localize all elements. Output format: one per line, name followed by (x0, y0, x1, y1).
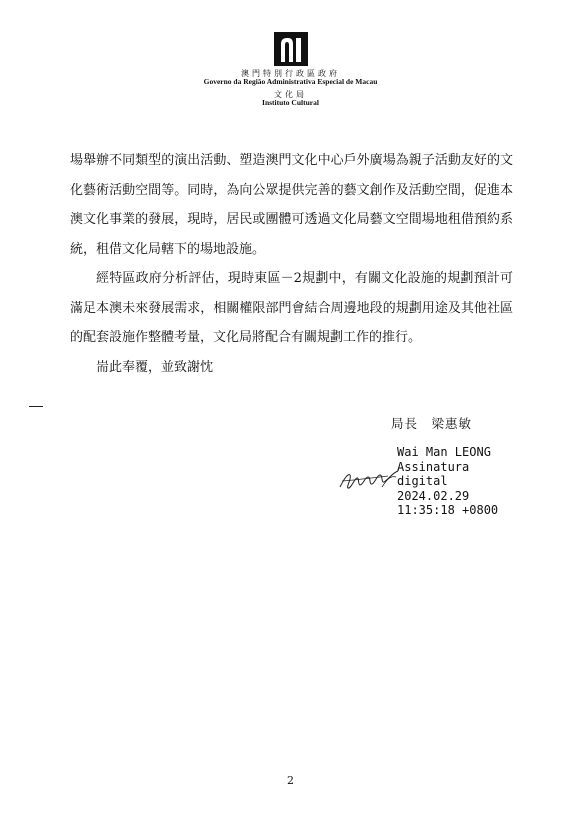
margin-mark (29, 406, 43, 407)
ic-logo-icon (274, 32, 308, 66)
digisig-label-1: Assinatura (397, 459, 470, 474)
dept-name-pt: Instituto Cultural (262, 98, 319, 107)
letterhead (0, 32, 581, 108)
letter-body (70, 146, 513, 382)
paragraph-closing: 耑此奉覆，並致謝忱 (96, 359, 214, 375)
signer-title: 局長 梁惠敏 (391, 416, 473, 431)
digisig-time: 11:35:18 +0800 (397, 503, 499, 517)
digisig-date: 2024.02.29 (397, 488, 470, 503)
digital-signature-block (397, 445, 498, 518)
handwritten-signature (338, 465, 402, 493)
paragraph-continued: 場舉辦不同類型的演出活動、塑造澳門文化中心戶外廣場為親子活動友好的文化藝術活動空間等。同時，為向公眾提供完善的藝文創作及活動空間，促進本澳文化事業的發展，現時，居民或團體可透過文化局藝文空間場地租借預約系統，租借文化局轄下的場地設施。 (70, 153, 513, 257)
org-name-pt: Governo da Região Administrativa Especial de Macau (203, 77, 378, 87)
org-name-zh: 澳門特別行政區政府 (241, 69, 340, 78)
paragraph-assessment: 經特區政府分析評估，現時東區－2規劃中，有關文化設施的規劃預計可滿足本澳未來發展需求，相關權限部門會結合周邊地段的規劃用途及其他社區的配套設施作整體考量，文化局將配合有關規劃工作的推行。 (70, 271, 513, 345)
page-number: 2 (287, 774, 294, 787)
dept-name-zh: 文化局 (274, 89, 307, 99)
digisig-name: Wai Man LEONG (397, 445, 491, 459)
digisig-label-2: digital (397, 474, 448, 488)
